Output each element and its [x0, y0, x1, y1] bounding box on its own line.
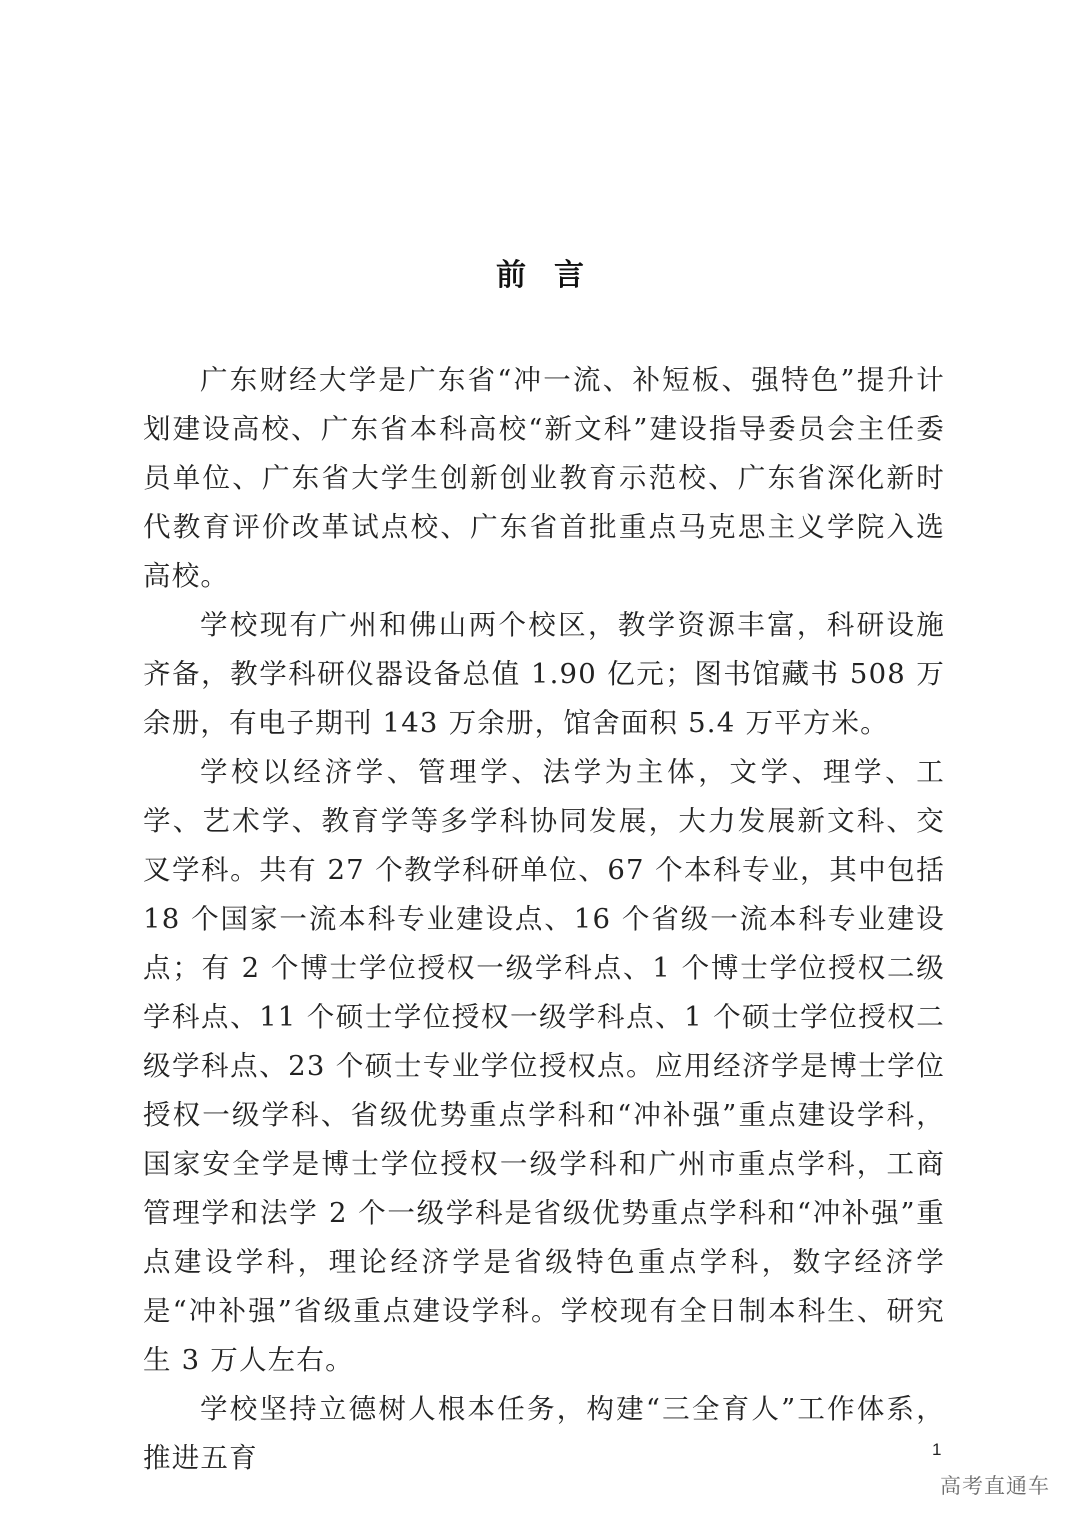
paragraph-education-mission: 学校坚持立德树人根本任务，构建“三全育人”工作体系，推进五育 — [143, 1393, 945, 1474]
watermark-label: 高考直通车 — [940, 1474, 1050, 1498]
document-body — [143, 356, 945, 1483]
page-number: 1 — [932, 1440, 942, 1459]
paragraph-disciplines: 学校以经济学、管理学、法学为主体，文学、理学、工学、艺术学、教育学等多学科协同发展，大力发展新文科、交叉学科。共有 27 个教学科研单位、67 个本科专业，其中包括 18 个国家一流本科专业建设点、16 个省级一流本科专业建设点；有 2 个博士学位授权一级学科点、1 个博士学位授权二级学科点、11 个硕士学位授权一级学科点、1 个硕士学位授权二级学科点、23 个硕士专业学位授权点。应用经济学是博士学位授权一级学科、省级优势重点学科和“冲补强”重点建设学科，国家安全学是博士学位授权一级学科和广州市重点学科，工商管理学和法学 2 个一级学科是省级优势重点学科和“冲补强”重点建设学科，理论经济学是省级特色重点学科，数字经济学是“冲补强”省级重点建设学科。学校现有全日制本科生、研究生 3 万人左右。 — [143, 756, 945, 1376]
page-title: 前言 — [496, 258, 612, 293]
paragraph-introduction: 广东财经大学是广东省“冲一流、补短板、强特色”提升计划建设高校、广东省本科高校“新文科”建设指导委员会主任委员单位、广东省大学生创新创业教育示范校、广东省深化新时代教育评价改革试点校、广东省首批重点马克思主义学院入选高校。 — [143, 364, 945, 592]
paragraph-campus-resources: 学校现有广州和佛山两个校区，教学资源丰富，科研设施齐备，教学科研仪器设备总值 1.90 亿元；图书馆藏书 508 万余册，有电子期刊 143 万余册，馆舍面积 5.4 万平方米。 — [143, 609, 945, 739]
